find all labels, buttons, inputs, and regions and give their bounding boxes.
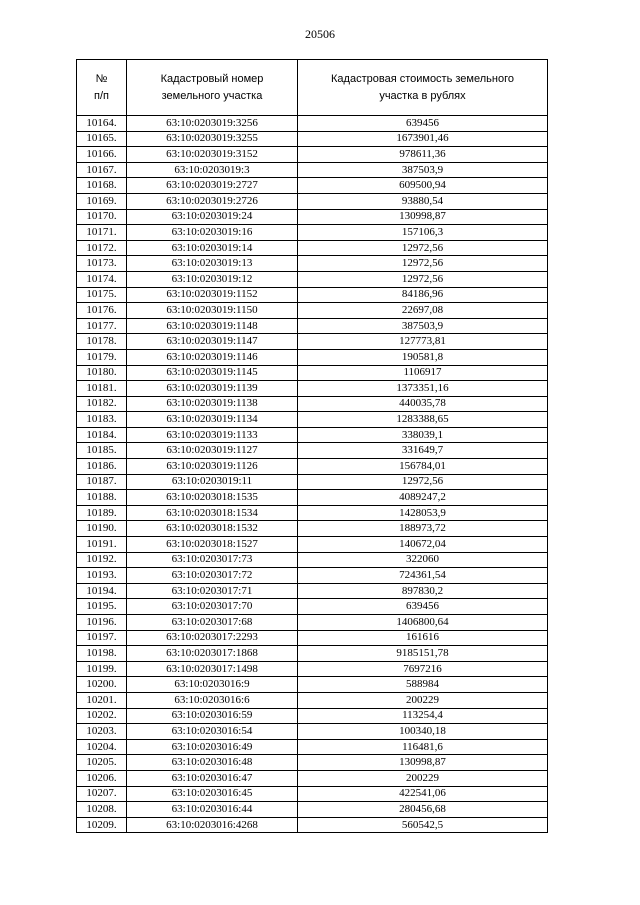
header-cadastral-number-line1: Кадастровый номер xyxy=(160,72,264,85)
table-row xyxy=(77,147,548,163)
cadastral-value-cell: 12972,56 xyxy=(298,474,548,490)
cadastral-number-cell: 63:10:0203017:1868 xyxy=(127,646,298,662)
header-row-number-line2: п/п xyxy=(94,89,109,102)
cadastral-value-cell: 12972,56 xyxy=(298,256,548,272)
table-row xyxy=(77,209,548,225)
cadastral-number-cell: 63:10:0203019:3 xyxy=(127,162,298,178)
cadastral-number-cell: 63:10:0203019:1152 xyxy=(127,287,298,303)
cadastral-value-cell: 12972,56 xyxy=(298,271,548,287)
cadastral-value-cell: 190581,8 xyxy=(298,349,548,365)
cadastral-number-cell: 63:10:0203019:1126 xyxy=(127,459,298,475)
table-row xyxy=(77,131,548,147)
cadastral-number-cell: 63:10:0203016:48 xyxy=(127,755,298,771)
cadastral-value-cell: 100340,18 xyxy=(298,724,548,740)
table-row xyxy=(77,193,548,209)
cadastral-number-cell: 63:10:0203019:16 xyxy=(127,225,298,241)
cadastral-value-cell: 84186,96 xyxy=(298,287,548,303)
cadastral-number-cell: 63:10:0203017:68 xyxy=(127,615,298,631)
cadastral-value-cell: 440035,78 xyxy=(298,396,548,412)
table-row xyxy=(77,459,548,475)
cadastral-number-cell: 63:10:0203018:1527 xyxy=(127,537,298,553)
table-row xyxy=(77,240,548,256)
row-number-cell: 10180. xyxy=(77,365,127,381)
table-row xyxy=(77,349,548,365)
cadastral-value-cell: 22697,08 xyxy=(298,303,548,319)
header-row-number xyxy=(77,60,127,116)
cadastral-value-cell: 157106,3 xyxy=(298,225,548,241)
cadastral-value-cell: 4089247,2 xyxy=(298,490,548,506)
row-number-cell: 10177. xyxy=(77,318,127,334)
cadastral-value-cell: 331649,7 xyxy=(298,443,548,459)
table-row xyxy=(77,537,548,553)
table-row xyxy=(77,661,548,677)
cadastral-number-cell: 63:10:0203019:13 xyxy=(127,256,298,272)
table-row xyxy=(77,225,548,241)
row-number-cell: 10199. xyxy=(77,661,127,677)
table-row xyxy=(77,770,548,786)
cadastral-value-cell: 161616 xyxy=(298,630,548,646)
row-number-cell: 10195. xyxy=(77,599,127,615)
row-number-cell: 10194. xyxy=(77,583,127,599)
row-number-cell: 10182. xyxy=(77,396,127,412)
table-row xyxy=(77,708,548,724)
row-number-cell: 10179. xyxy=(77,349,127,365)
row-number-cell: 10164. xyxy=(77,116,127,132)
cadastral-number-cell: 63:10:0203019:1134 xyxy=(127,412,298,428)
cadastral-value-cell: 130998,87 xyxy=(298,755,548,771)
cadastral-value-cell: 387503,9 xyxy=(298,318,548,334)
cadastral-number-cell: 63:10:0203019:3256 xyxy=(127,116,298,132)
cadastral-value-table xyxy=(76,59,548,833)
table-row xyxy=(77,677,548,693)
cadastral-number-cell: 63:10:0203019:1145 xyxy=(127,365,298,381)
cadastral-value-cell: 140672,04 xyxy=(298,537,548,553)
row-number-cell: 10202. xyxy=(77,708,127,724)
cadastral-number-cell: 63:10:0203019:11 xyxy=(127,474,298,490)
cadastral-value-cell: 724361,54 xyxy=(298,568,548,584)
header-cadastral-value-line1: Кадастровая стоимость земельного xyxy=(331,72,514,85)
cadastral-value-cell: 280456,68 xyxy=(298,802,548,818)
row-number-cell: 10168. xyxy=(77,178,127,194)
table-row xyxy=(77,599,548,615)
row-number-cell: 10205. xyxy=(77,755,127,771)
row-number-cell: 10184. xyxy=(77,427,127,443)
cadastral-value-cell: 130998,87 xyxy=(298,209,548,225)
cadastral-number-cell: 63:10:0203016:59 xyxy=(127,708,298,724)
cadastral-value-cell: 200229 xyxy=(298,692,548,708)
row-number-cell: 10204. xyxy=(77,739,127,755)
cadastral-number-cell: 63:10:0203019:24 xyxy=(127,209,298,225)
table-row xyxy=(77,427,548,443)
cadastral-value-cell: 156784,01 xyxy=(298,459,548,475)
cadastral-number-cell: 63:10:0203019:1147 xyxy=(127,334,298,350)
cadastral-value-cell: 113254,4 xyxy=(298,708,548,724)
cadastral-number-cell: 63:10:0203019:2726 xyxy=(127,193,298,209)
row-number-cell: 10170. xyxy=(77,209,127,225)
cadastral-number-cell: 63:10:0203019:1150 xyxy=(127,303,298,319)
row-number-cell: 10178. xyxy=(77,334,127,350)
cadastral-number-cell: 63:10:0203018:1535 xyxy=(127,490,298,506)
table-row xyxy=(77,334,548,350)
cadastral-value-cell: 1106917 xyxy=(298,365,548,381)
cadastral-number-cell: 63:10:0203018:1532 xyxy=(127,521,298,537)
cadastral-number-cell: 63:10:0203019:12 xyxy=(127,271,298,287)
cadastral-value-cell: 1283388,65 xyxy=(298,412,548,428)
cadastral-value-cell: 338039,1 xyxy=(298,427,548,443)
header-cadastral-number xyxy=(127,60,298,116)
table-row xyxy=(77,615,548,631)
row-number-cell: 10169. xyxy=(77,193,127,209)
cadastral-value-cell: 1373351,16 xyxy=(298,381,548,397)
row-number-cell: 10176. xyxy=(77,303,127,319)
table-row xyxy=(77,630,548,646)
cadastral-value-cell: 639456 xyxy=(298,599,548,615)
header-row xyxy=(77,60,548,116)
cadastral-number-cell: 63:10:0203019:2727 xyxy=(127,178,298,194)
header-cadastral-value-line2: участка в рублях xyxy=(379,89,466,102)
table-row xyxy=(77,287,548,303)
table-row xyxy=(77,692,548,708)
table-row xyxy=(77,786,548,802)
cadastral-number-cell: 63:10:0203016:6 xyxy=(127,692,298,708)
row-number-cell: 10185. xyxy=(77,443,127,459)
row-number-cell: 10206. xyxy=(77,770,127,786)
row-number-cell: 10201. xyxy=(77,692,127,708)
table-row xyxy=(77,583,548,599)
page-number: 20506 xyxy=(305,27,335,41)
table-row xyxy=(77,817,548,833)
row-number-cell: 10186. xyxy=(77,459,127,475)
row-number-cell: 10207. xyxy=(77,786,127,802)
row-number-cell: 10174. xyxy=(77,271,127,287)
row-number-cell: 10175. xyxy=(77,287,127,303)
table-row xyxy=(77,755,548,771)
cadastral-number-cell: 63:10:0203017:73 xyxy=(127,552,298,568)
cadastral-value-cell: 1406800,64 xyxy=(298,615,548,631)
row-number-cell: 10189. xyxy=(77,505,127,521)
cadastral-value-cell: 12972,56 xyxy=(298,240,548,256)
row-number-cell: 10166. xyxy=(77,147,127,163)
table-row xyxy=(77,365,548,381)
header-cadastral-number-line2: земельного участка xyxy=(161,89,263,102)
row-number-cell: 10173. xyxy=(77,256,127,272)
cadastral-value-cell: 422541,06 xyxy=(298,786,548,802)
table-row xyxy=(77,162,548,178)
row-number-cell: 10181. xyxy=(77,381,127,397)
cadastral-number-cell: 63:10:0203016:54 xyxy=(127,724,298,740)
table-body xyxy=(77,116,548,833)
cadastral-value-cell: 7697216 xyxy=(298,661,548,677)
table-row xyxy=(77,802,548,818)
table-row xyxy=(77,646,548,662)
table-row xyxy=(77,318,548,334)
table-row xyxy=(77,381,548,397)
table-row xyxy=(77,568,548,584)
cadastral-number-cell: 63:10:0203019:1146 xyxy=(127,349,298,365)
cadastral-value-cell: 387503,9 xyxy=(298,162,548,178)
cadastral-number-cell: 63:10:0203017:2293 xyxy=(127,630,298,646)
cadastral-value-cell: 200229 xyxy=(298,770,548,786)
row-number-cell: 10193. xyxy=(77,568,127,584)
cadastral-value-cell: 639456 xyxy=(298,116,548,132)
table-row xyxy=(77,303,548,319)
cadastral-value-cell: 978611,36 xyxy=(298,147,548,163)
cadastral-value-cell: 560542,5 xyxy=(298,817,548,833)
row-number-cell: 10200. xyxy=(77,677,127,693)
cadastral-number-cell: 63:10:0203019:14 xyxy=(127,240,298,256)
row-number-cell: 10165. xyxy=(77,131,127,147)
cadastral-number-cell: 63:10:0203017:72 xyxy=(127,568,298,584)
cadastral-value-cell: 588984 xyxy=(298,677,548,693)
table-row xyxy=(77,490,548,506)
table-row xyxy=(77,178,548,194)
row-number-cell: 10203. xyxy=(77,724,127,740)
row-number-cell: 10167. xyxy=(77,162,127,178)
row-number-cell: 10191. xyxy=(77,537,127,553)
table-header xyxy=(77,60,548,116)
table-row xyxy=(77,724,548,740)
cadastral-number-cell: 63:10:0203016:49 xyxy=(127,739,298,755)
row-number-cell: 10187. xyxy=(77,474,127,490)
row-number-cell: 10197. xyxy=(77,630,127,646)
table-row xyxy=(77,396,548,412)
cadastral-number-cell: 63:10:0203019:1133 xyxy=(127,427,298,443)
table-row xyxy=(77,474,548,490)
cadastral-value-cell: 116481,6 xyxy=(298,739,548,755)
cadastral-number-cell: 63:10:0203019:3152 xyxy=(127,147,298,163)
header-cadastral-value xyxy=(298,60,548,116)
cadastral-value-cell: 1673901,46 xyxy=(298,131,548,147)
cadastral-number-cell: 63:10:0203019:1148 xyxy=(127,318,298,334)
row-number-cell: 10192. xyxy=(77,552,127,568)
cadastral-value-cell: 93880,54 xyxy=(298,193,548,209)
table-row xyxy=(77,552,548,568)
table-row xyxy=(77,256,548,272)
cadastral-number-cell: 63:10:0203016:44 xyxy=(127,802,298,818)
row-number-cell: 10188. xyxy=(77,490,127,506)
table-row xyxy=(77,443,548,459)
cadastral-number-cell: 63:10:0203016:4268 xyxy=(127,817,298,833)
row-number-cell: 10198. xyxy=(77,646,127,662)
cadastral-value-cell: 1428053,9 xyxy=(298,505,548,521)
row-number-cell: 10183. xyxy=(77,412,127,428)
cadastral-number-cell: 63:10:0203019:3255 xyxy=(127,131,298,147)
cadastral-number-cell: 63:10:0203018:1534 xyxy=(127,505,298,521)
cadastral-number-cell: 63:10:0203017:71 xyxy=(127,583,298,599)
cadastral-number-cell: 63:10:0203017:70 xyxy=(127,599,298,615)
cadastral-number-cell: 63:10:0203016:9 xyxy=(127,677,298,693)
table-row xyxy=(77,521,548,537)
table-row xyxy=(77,116,548,132)
cadastral-number-cell: 63:10:0203019:1139 xyxy=(127,381,298,397)
table-row xyxy=(77,739,548,755)
cadastral-value-cell: 9185151,78 xyxy=(298,646,548,662)
row-number-cell: 10209. xyxy=(77,817,127,833)
cadastral-number-cell: 63:10:0203019:1127 xyxy=(127,443,298,459)
row-number-cell: 10171. xyxy=(77,225,127,241)
table-row xyxy=(77,271,548,287)
cadastral-value-cell: 897830,2 xyxy=(298,583,548,599)
cadastral-value-cell: 609500,94 xyxy=(298,178,548,194)
row-number-cell: 10196. xyxy=(77,615,127,631)
cadastral-number-cell: 63:10:0203017:1498 xyxy=(127,661,298,677)
cadastral-number-cell: 63:10:0203016:47 xyxy=(127,770,298,786)
cadastral-value-cell: 188973,72 xyxy=(298,521,548,537)
cadastral-value-cell: 322060 xyxy=(298,552,548,568)
row-number-cell: 10208. xyxy=(77,802,127,818)
table-row xyxy=(77,505,548,521)
row-number-cell: 10190. xyxy=(77,521,127,537)
cadastral-number-cell: 63:10:0203019:1138 xyxy=(127,396,298,412)
cadastral-number-cell: 63:10:0203016:45 xyxy=(127,786,298,802)
cadastral-value-cell: 127773,81 xyxy=(298,334,548,350)
table-row xyxy=(77,412,548,428)
header-row-number-line1: № xyxy=(95,72,108,85)
row-number-cell: 10172. xyxy=(77,240,127,256)
